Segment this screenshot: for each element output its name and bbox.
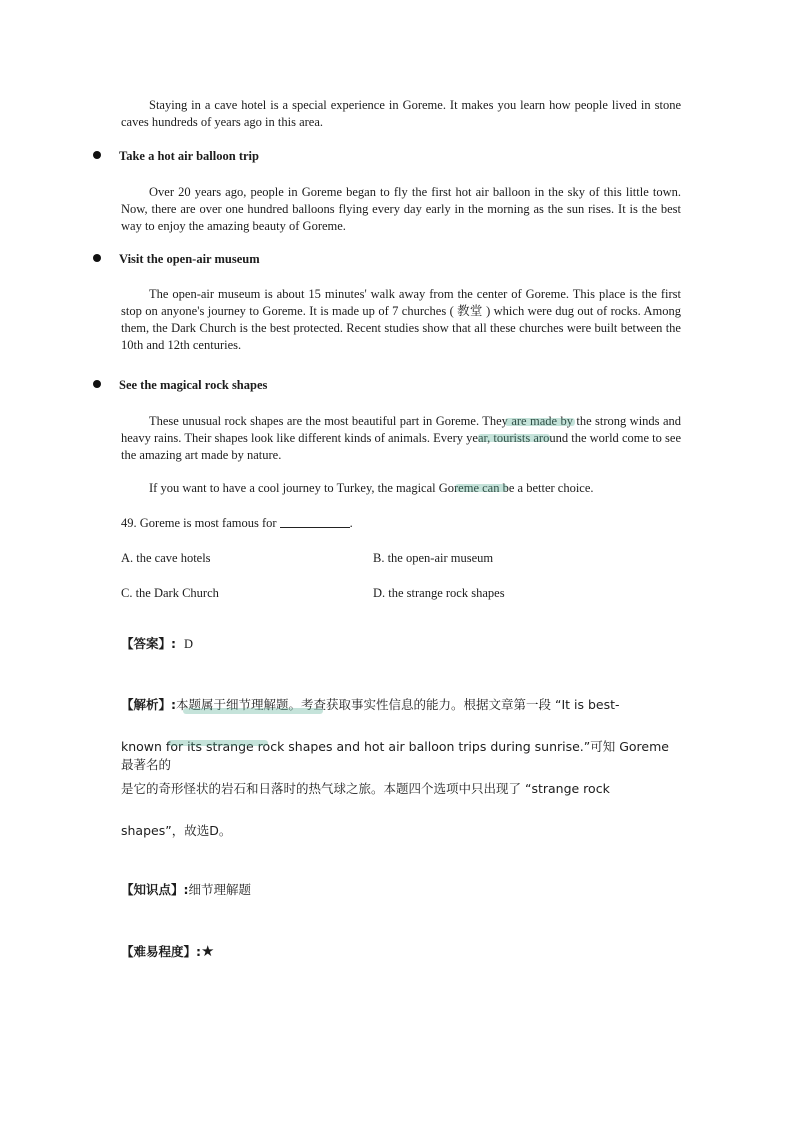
watermark-smudge bbox=[505, 418, 575, 426]
analysis-line-3: 是它的奇形怪状的岩石和日落时的热气球之旅。本题四个选项中只出现了 “strange rock bbox=[121, 781, 610, 796]
watermark-smudge bbox=[478, 434, 550, 442]
watermark-smudge bbox=[183, 708, 323, 714]
question-stem: 49. Goreme is most famous for . bbox=[121, 516, 353, 530]
watermark-smudge bbox=[455, 484, 507, 492]
analysis-line-1: 【解析】:本题属于细节理解题。考查获取事实性信息的能力。根据文章第一段 “It is best- bbox=[121, 697, 620, 712]
answer-value: D bbox=[184, 637, 194, 651]
bullet-icon bbox=[93, 151, 101, 159]
bullet-icon bbox=[93, 254, 101, 262]
section-heading-museum: Visit the open-air museum bbox=[93, 252, 260, 267]
closing-paragraph: If you want to have a cool journey to Turkey, the magical Goreme can be a better choice. bbox=[149, 481, 594, 495]
intro-paragraph: Staying in a cave hotel is a special experience in Goreme. It makes you learn how people lived in stone caves hundreds of years ago in this area. bbox=[121, 98, 681, 129]
section-heading-rocks: See the magical rock shapes bbox=[93, 378, 267, 393]
analysis-line-4: shapes”，故选D。 bbox=[121, 823, 232, 838]
answer-row bbox=[121, 634, 193, 653]
section-text-balloon: Over 20 years ago, people in Goreme began to fly the first hot air balloon in the sky of this little town. Now, there are over one hundred balloons flying every day early in the morning as the sun rises. It is the best way to enjoy the amazing beauty of Goreme. bbox=[121, 185, 681, 233]
answer-blank bbox=[280, 515, 350, 528]
knowledge-row bbox=[121, 880, 251, 899]
analysis-label: 【解析】: bbox=[121, 697, 176, 712]
option-a: A. the cave hotels bbox=[121, 551, 211, 565]
knowledge-label: 【知识点】: bbox=[121, 882, 189, 897]
option-d: D. the strange rock shapes bbox=[373, 586, 505, 600]
section-text-museum: The open-air museum is about 15 minutes' walk away from the center of Goreme. This place is the first stop on anyone's journey to Goreme. It is made up of 7 churches ( 教堂 ) which were dug out of rocks. Among them, the Dark Church is the best protected. Recent studies show that all these churches were built between the 10th and 12th centuries. bbox=[121, 287, 681, 352]
difficulty-label: 【难易程度】: bbox=[121, 944, 201, 959]
answer-label: 【答案】: bbox=[121, 636, 176, 651]
star-icon: ★ bbox=[201, 942, 215, 960]
option-c: C. the Dark Church bbox=[121, 586, 219, 600]
option-b: B. the open-air museum bbox=[373, 551, 494, 565]
difficulty-row bbox=[121, 942, 214, 961]
section-heading-balloon: Take a hot air balloon trip bbox=[93, 149, 259, 164]
bullet-icon bbox=[93, 380, 101, 388]
analysis-line-2: known for its strange rock shapes and hot air balloon trips during sunrise.”可知 Goreme 最著名的 bbox=[121, 739, 669, 772]
knowledge-value: 细节理解题 bbox=[188, 882, 252, 897]
section-text-rocks: These unusual rock shapes are the most beautiful part in Goreme. They are made by the strong winds and heavy rains. Their shapes look like different kinds of animals. Every year, tourists around the world come to see the amazing art made by nature. bbox=[121, 414, 681, 462]
watermark-smudge bbox=[168, 740, 268, 746]
